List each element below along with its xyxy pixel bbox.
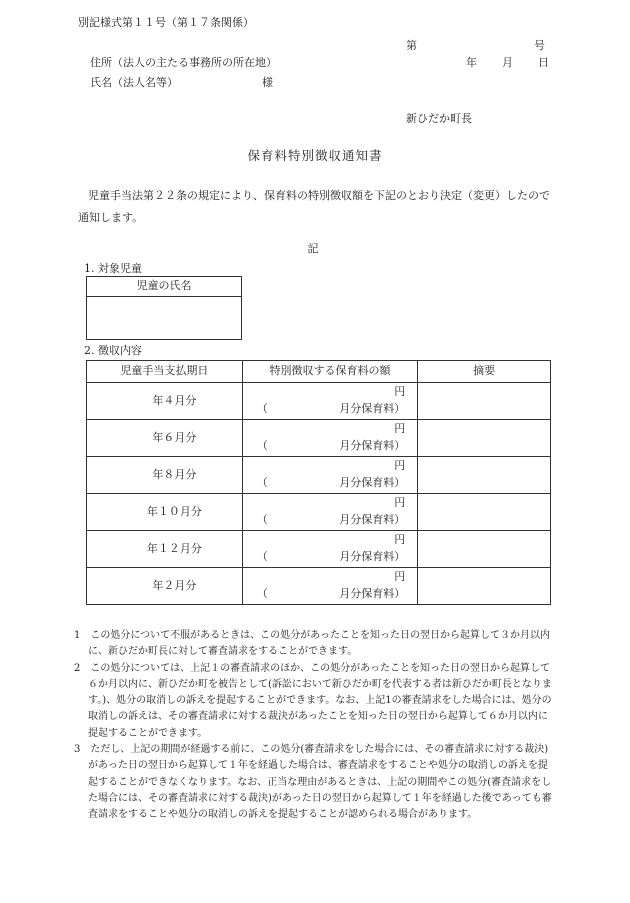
payment-month: 年８月分 xyxy=(87,457,243,494)
child-name-header: 児童の氏名 xyxy=(87,277,242,297)
remarks-cell[interactable] xyxy=(418,420,551,457)
note-item: 1 この処分について不服があるときは、この処分があったことを知った日の翌日から起算して３か月以内に、新ひだか町長に対して審査請求をすることができます。 xyxy=(74,630,551,658)
document-title: 保育料特別徴収通知書 xyxy=(247,148,383,163)
remarks-cell[interactable] xyxy=(418,457,551,494)
yen-unit: 円 xyxy=(394,570,406,583)
yen-unit: 円 xyxy=(394,496,406,509)
monthly-fee-label: 月分保育料） xyxy=(339,439,406,452)
open-paren: （ xyxy=(256,439,268,452)
monthly-fee-label: 月分保育料） xyxy=(339,476,406,489)
collection-table xyxy=(86,360,551,605)
yen-unit: 円 xyxy=(394,459,406,472)
table-row xyxy=(87,531,551,568)
date-day: 日 xyxy=(538,56,549,69)
col-header-payment-date: 児童手当支払期日 xyxy=(87,361,243,383)
form-label: 別記様式第１１号（第１７条関係） xyxy=(78,16,254,29)
col-header-remarks: 摘要 xyxy=(418,361,551,383)
remarks-cell[interactable] xyxy=(418,494,551,531)
monthly-fee-label: 月分保育料） xyxy=(339,550,406,563)
name-label: 氏名（法人名等） xyxy=(90,76,178,89)
amount-cell[interactable] xyxy=(242,383,418,420)
note-item: 2 この処分については、上記１の審査請求のほか、この処分があったことを知った日の翌日から起算して６か月以内に、新ひだか町を被告として(訴訟において新ひだか町を代表する者は新ひだか町長となります。)、処分の取消しの訴えを提起することができます。なお、上記1の審査請求をした場合には、処分の取消しの訴えは、その審査請求に対する裁決があったことを知った日の翌日から起算して６か月以内に提起することができます。 xyxy=(74,662,552,739)
col-header-amount: 特別徴収する保育料の額 xyxy=(242,361,418,383)
monthly-fee-label: 月分保育料） xyxy=(339,587,406,600)
payment-month: 年２月分 xyxy=(87,568,243,605)
note-item: 3 ただし、上記の期間が経過する前に、この処分(審査請求をした場合には、その審査請求に対する裁決)があった日の翌日から起算して１年を経過した場合は、審査請求をすることや処分の取消しの訴えを提起することができなくなります。なお、正当な理由があるときは、上記の期間やこの処分(審査請求をした場合には、その審査請求に対する裁決)があった日の翌日から起算して１年を経過した後であっても審査請求をすることや処分の取消しの訴えを提起することが認められる場合があります。 xyxy=(74,744,552,821)
number-suffix: 号 xyxy=(534,39,545,52)
open-paren: （ xyxy=(256,513,268,526)
ki-heading: 記 xyxy=(307,242,319,255)
number-prefix: 第 xyxy=(406,39,417,52)
table-row xyxy=(87,568,551,605)
amount-cell[interactable] xyxy=(242,531,418,568)
remarks-cell[interactable] xyxy=(418,383,551,420)
amount-cell[interactable] xyxy=(242,420,418,457)
monthly-fee-label: 月分保育料） xyxy=(339,513,406,526)
payment-month: 年６月分 xyxy=(87,420,243,457)
table-row xyxy=(87,383,551,420)
open-paren: （ xyxy=(256,587,268,600)
table-row xyxy=(87,494,551,531)
honorific: 様 xyxy=(262,76,273,89)
payment-month: 年１０月分 xyxy=(87,494,243,531)
amount-cell[interactable] xyxy=(242,457,418,494)
date-month: 月 xyxy=(502,56,513,69)
open-paren: （ xyxy=(256,402,268,415)
issuer: 新ひだか町長 xyxy=(406,112,472,125)
amount-cell[interactable] xyxy=(242,494,418,531)
yen-unit: 円 xyxy=(394,533,406,546)
open-paren: （ xyxy=(256,550,268,563)
table-row xyxy=(87,457,551,494)
section2-heading: 2. 徴収内容 xyxy=(84,344,142,357)
intro-paragraph: 児童手当法第２２条の規定により、保育料の特別徴収額を下記のとおり決定（変更）したので通知します。 xyxy=(78,189,550,224)
monthly-fee-label: 月分保育料） xyxy=(339,402,406,415)
payment-month: 年１２月分 xyxy=(87,531,243,568)
remarks-cell[interactable] xyxy=(418,568,551,605)
table-row xyxy=(87,420,551,457)
yen-unit: 円 xyxy=(394,422,406,435)
address-label: 住所（法人の主たる事務所の所在地） xyxy=(90,56,277,69)
section1-heading: 1. 対象児童 xyxy=(84,262,142,275)
date-year: 年 xyxy=(466,56,477,69)
child-table xyxy=(86,276,242,340)
payment-month: 年４月分 xyxy=(87,383,243,420)
remarks-cell[interactable] xyxy=(418,531,551,568)
notes xyxy=(74,628,556,824)
yen-unit: 円 xyxy=(394,385,406,398)
amount-cell[interactable] xyxy=(242,568,418,605)
open-paren: （ xyxy=(256,476,268,489)
child-name-cell[interactable] xyxy=(87,297,242,340)
